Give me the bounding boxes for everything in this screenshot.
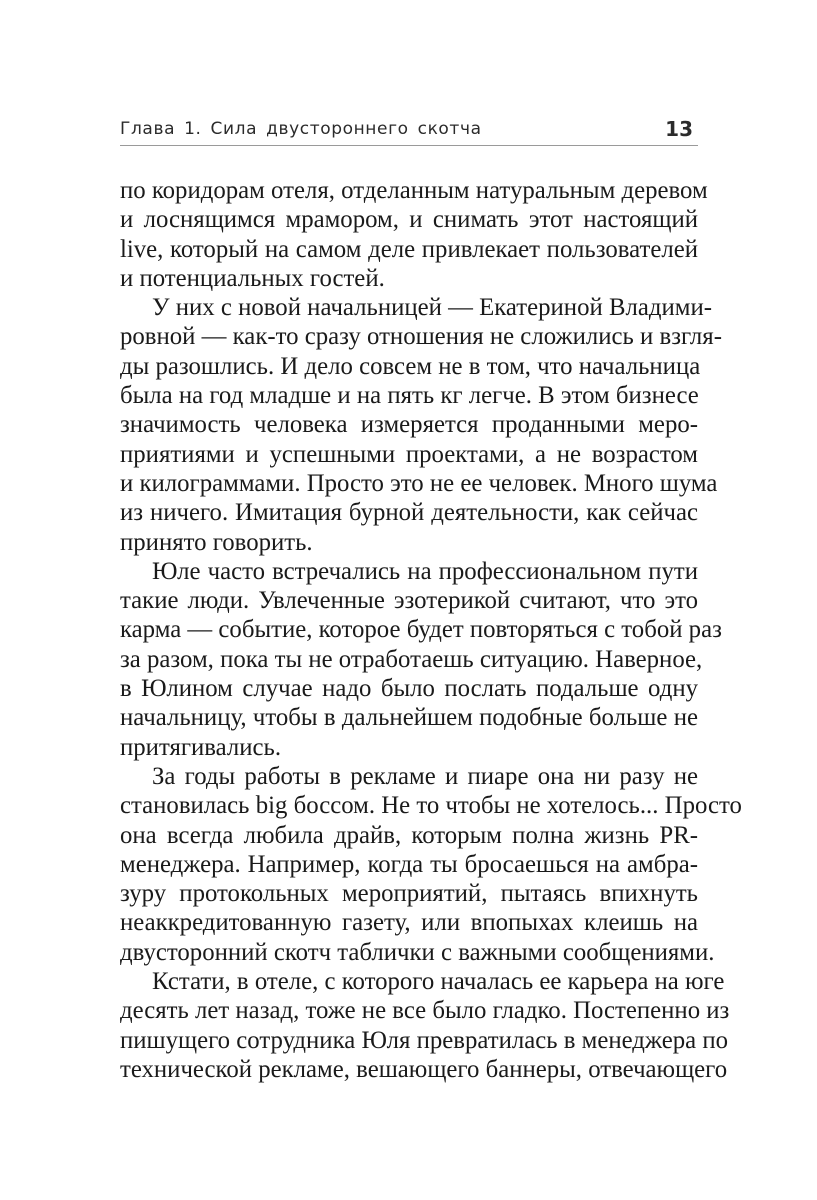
text-line: была на год младше и на пять кг легче. В этом бизнесе <box>120 382 699 410</box>
page-number: 13 <box>665 117 693 141</box>
text-line: двусторонний скотч таблички с важными сообщениями. <box>120 938 715 966</box>
text-line: технической рекламе, вешающего баннеры, отвечающего <box>120 1055 728 1083</box>
chapter-title: Глава 1. Сила двустороннего скотча <box>120 119 482 139</box>
text-line: десять лет назад, тоже не все было гладко. Постепенно из <box>120 997 730 1025</box>
text-line: карма — событие, которое будет повторяться с тобой раз <box>120 616 722 644</box>
text-line: ровной — как-то сразу отношения не сложились и взгля- <box>120 323 722 351</box>
running-header <box>120 117 698 146</box>
paragraph <box>120 293 722 557</box>
text-line: неаккредитованную газету, или впопыхах клеишь на <box>120 909 698 937</box>
text-line: зуру протокольных мероприятий, пытаясь впихнуть <box>120 880 698 908</box>
paragraph <box>120 176 708 293</box>
text-line: Кстати, в отеле, с которого началась ее карьера на юге <box>152 968 725 996</box>
text-line: Юле часто встречались на профессиональном пути <box>152 557 698 585</box>
text-line: За годы работы в рекламе и пиаре она ни разу не <box>152 762 698 790</box>
text-line: и килограммами. Просто это не ее человек. Много шума <box>120 469 718 497</box>
text-line: из ничего. Имитация бурной деятельности, как сейчас <box>120 499 698 527</box>
text-line: в Юлином случае надо было послать подальше одну <box>120 675 698 703</box>
text-line: приятиями и успешными проектами, а не возрастом <box>120 440 698 468</box>
paragraph <box>120 762 742 967</box>
text-line: становилась big боссом. Не то чтобы не хотелось... Просто <box>120 792 742 820</box>
text-line: за разом, пока ты не отработаешь ситуацию. Наверное, <box>120 645 703 673</box>
text-line: притягивались. <box>120 733 282 761</box>
body-text <box>120 176 742 1084</box>
text-line: и потенциальных гостей. <box>120 264 385 292</box>
text-line: live, который на самом деле привлекает пользователей <box>120 235 698 263</box>
text-line: и лоснящимся мрамором, и снимать этот настоящий <box>120 206 698 234</box>
text-line: принято говорить. <box>120 528 313 556</box>
text-line: менеджера. Например, когда ты бросаешься на амбра- <box>120 850 698 878</box>
text-line: значимость человека измеряется проданными меро- <box>120 411 698 439</box>
text-line: У них с новой начальницей — Екатериной Владими- <box>152 294 712 322</box>
text-line: она всегда любила драйв, которым полна жизнь PR- <box>120 821 698 849</box>
paragraph <box>120 557 722 762</box>
text-line: ды разошлись. И дело совсем не в том, что начальница <box>120 352 701 380</box>
text-line: начальницу, чтобы в дальнейшем подобные больше не <box>120 704 698 732</box>
paragraph <box>120 967 730 1084</box>
text-line: по коридорам отеля, отделанным натуральным деревом <box>120 177 708 204</box>
text-line: пишущего сотрудника Юля превратилась в менеджера по <box>120 1026 728 1054</box>
text-line: такие люди. Увлеченные эзотерикой считают, что это <box>120 587 698 615</box>
